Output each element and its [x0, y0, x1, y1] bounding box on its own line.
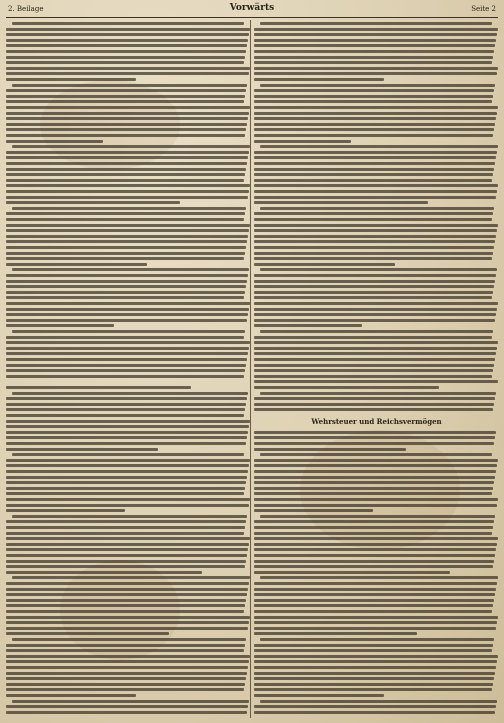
text-line	[254, 364, 494, 367]
text-line	[254, 487, 493, 490]
text-line	[6, 252, 245, 255]
text-line	[254, 252, 493, 255]
text-line	[6, 61, 244, 64]
text-line	[254, 67, 498, 70]
text-line	[254, 565, 493, 568]
text-line	[6, 408, 245, 411]
text-line	[254, 498, 498, 501]
text-line	[12, 576, 250, 579]
text-line	[254, 548, 496, 551]
text-line	[12, 638, 246, 641]
article-heading: Wehrsteuer und Reichsvermögen	[311, 417, 442, 426]
text-line	[6, 72, 249, 75]
text-line	[6, 711, 247, 714]
text-line	[254, 705, 496, 708]
text-line	[260, 515, 495, 518]
text-line	[254, 448, 406, 451]
text-line	[254, 588, 496, 591]
text-line	[6, 313, 248, 316]
text-lines-left	[6, 20, 251, 718]
text-line	[254, 347, 497, 350]
text-line	[254, 39, 496, 42]
text-line	[6, 498, 250, 501]
text-line	[254, 179, 492, 182]
text-line	[6, 610, 244, 613]
text-line	[254, 224, 498, 227]
text-line	[6, 375, 244, 378]
text-line	[6, 649, 244, 652]
text-line	[254, 151, 497, 154]
text-line	[12, 22, 244, 25]
text-line	[6, 229, 249, 232]
text-line	[6, 240, 247, 243]
text-line	[254, 196, 496, 199]
text-line	[254, 128, 494, 131]
text-line	[254, 560, 494, 563]
text-line	[6, 543, 249, 546]
text-line	[254, 683, 493, 686]
text-line	[12, 268, 249, 271]
text-line	[6, 470, 248, 473]
text-line	[254, 610, 492, 613]
text-line	[260, 638, 494, 641]
text-line	[6, 291, 245, 294]
text-line	[6, 532, 244, 535]
text-line	[254, 543, 497, 546]
newspaper-title: Vorwärts	[229, 3, 275, 13]
text-line	[6, 644, 245, 647]
text-line	[6, 565, 245, 568]
text-line	[6, 319, 247, 322]
text-line	[6, 660, 249, 663]
text-line	[12, 392, 248, 395]
text-line	[6, 537, 250, 540]
text-line	[6, 156, 248, 159]
text-line	[6, 593, 247, 596]
text-line	[6, 196, 248, 199]
text-line	[254, 324, 362, 327]
text-line	[254, 655, 498, 658]
text-line	[6, 683, 245, 686]
text-line	[6, 487, 245, 490]
text-line	[254, 509, 373, 512]
text-line	[6, 632, 169, 635]
text-line	[260, 207, 494, 210]
text-line	[254, 336, 492, 339]
text-line	[6, 694, 136, 697]
text-line	[6, 414, 244, 417]
text-line	[254, 408, 493, 411]
text-line	[260, 84, 495, 87]
text-line	[6, 604, 245, 607]
text-line	[6, 369, 245, 372]
text-line	[254, 302, 498, 305]
text-line	[254, 616, 498, 619]
text-line	[254, 672, 495, 675]
text-line	[254, 229, 497, 232]
text-line	[6, 627, 248, 630]
text-line	[254, 711, 495, 714]
text-line	[254, 117, 496, 120]
text-line	[6, 464, 249, 467]
text-line	[254, 599, 494, 602]
text-line	[6, 420, 250, 423]
text-line	[6, 235, 248, 238]
text-line	[254, 28, 498, 31]
text-line	[6, 448, 158, 451]
text-line	[6, 78, 136, 81]
text-line	[6, 548, 248, 551]
text-line	[6, 162, 247, 165]
text-line	[254, 526, 493, 529]
text-line	[254, 173, 493, 176]
text-line	[254, 33, 497, 36]
text-line	[6, 263, 147, 266]
text-line	[254, 156, 496, 159]
text-column-left	[6, 20, 251, 718]
text-line	[254, 140, 351, 143]
text-line	[6, 436, 247, 439]
text-line	[254, 106, 498, 109]
text-line	[254, 582, 497, 585]
text-line	[254, 403, 494, 406]
text-line	[6, 509, 125, 512]
text-line	[6, 688, 244, 691]
page-number: Seite 2	[471, 5, 496, 13]
text-column-right	[254, 20, 499, 718]
text-line	[6, 358, 247, 361]
text-line	[6, 459, 250, 462]
text-line	[6, 526, 245, 529]
text-line	[6, 95, 245, 98]
text-line	[254, 481, 494, 484]
text-line	[254, 319, 495, 322]
text-line	[254, 677, 494, 680]
text-line	[6, 67, 250, 70]
text-lines-right	[254, 20, 499, 718]
text-line	[6, 151, 249, 154]
text-line	[6, 173, 245, 176]
text-line	[6, 89, 246, 92]
text-line	[6, 224, 250, 227]
text-line	[260, 22, 492, 25]
text-line	[254, 168, 494, 171]
text-line	[254, 280, 495, 283]
text-line	[254, 476, 495, 479]
text-line	[6, 28, 250, 31]
page-header	[6, 3, 498, 17]
text-line	[6, 621, 249, 624]
text-line	[6, 336, 244, 339]
text-line	[6, 302, 250, 305]
text-line	[6, 212, 245, 215]
text-line	[254, 100, 492, 103]
text-line	[6, 364, 246, 367]
text-line	[254, 274, 496, 277]
text-line	[6, 100, 244, 103]
text-line	[6, 504, 249, 507]
text-line	[254, 72, 497, 75]
text-line	[254, 464, 497, 467]
text-line	[254, 240, 495, 243]
text-line	[254, 532, 492, 535]
text-line	[12, 330, 245, 333]
text-line	[6, 481, 246, 484]
text-line	[254, 61, 492, 64]
text-line	[6, 184, 250, 187]
text-line	[254, 89, 494, 92]
text-line	[260, 392, 496, 395]
text-line	[254, 235, 496, 238]
text-line	[260, 145, 498, 148]
text-line	[6, 280, 247, 283]
text-line	[254, 688, 492, 691]
text-line	[6, 274, 248, 277]
text-line	[254, 386, 439, 389]
text-line	[6, 397, 247, 400]
text-line	[12, 84, 247, 87]
text-line	[254, 644, 493, 647]
text-line	[254, 554, 495, 557]
text-line	[6, 588, 248, 591]
text-line	[254, 352, 496, 355]
text-line	[254, 660, 497, 663]
text-line	[254, 380, 498, 383]
text-line	[6, 431, 248, 434]
text-line	[254, 436, 495, 439]
text-line	[6, 56, 245, 59]
text-line	[6, 134, 245, 137]
text-line	[260, 330, 493, 333]
text-line	[12, 515, 247, 518]
text-line	[6, 33, 249, 36]
header-rule	[6, 17, 498, 18]
text-line	[260, 453, 492, 456]
text-line	[6, 257, 244, 260]
text-line	[254, 50, 494, 53]
text-line	[6, 218, 244, 221]
text-line	[254, 431, 496, 434]
text-line	[254, 184, 498, 187]
text-line	[6, 571, 202, 574]
text-line	[254, 308, 497, 311]
text-line	[254, 470, 496, 473]
text-line	[6, 168, 246, 171]
text-line	[254, 56, 493, 59]
text-line	[254, 593, 495, 596]
text-line	[6, 128, 246, 131]
text-line	[6, 655, 250, 658]
text-line	[260, 700, 497, 703]
text-line	[254, 520, 494, 523]
text-line	[254, 201, 428, 204]
text-line	[6, 179, 244, 182]
text-line	[254, 162, 495, 165]
text-line	[254, 358, 495, 361]
text-line	[6, 347, 249, 350]
text-line	[254, 44, 495, 47]
text-line	[6, 112, 249, 115]
text-line	[6, 616, 250, 619]
text-line	[6, 117, 248, 120]
text-line	[254, 212, 493, 215]
text-line	[6, 324, 114, 327]
text-line	[254, 649, 492, 652]
text-line	[12, 145, 250, 148]
text-line	[6, 201, 180, 204]
text-line	[254, 627, 496, 630]
text-line	[6, 520, 246, 523]
text-line	[254, 313, 496, 316]
text-line	[254, 537, 498, 540]
text-line	[12, 453, 244, 456]
text-line	[6, 296, 244, 299]
text-line	[6, 123, 247, 126]
text-line	[6, 341, 250, 344]
text-line	[254, 632, 417, 635]
text-line	[6, 140, 103, 143]
text-line	[6, 492, 244, 495]
text-line	[254, 190, 497, 193]
text-line	[254, 375, 492, 378]
text-line	[6, 705, 248, 708]
text-line	[6, 582, 249, 585]
text-line	[254, 666, 496, 669]
text-line	[254, 492, 492, 495]
text-line	[6, 386, 191, 389]
text-line	[254, 78, 384, 81]
text-line	[6, 246, 246, 249]
text-line	[6, 425, 249, 428]
text-line	[254, 263, 395, 266]
text-line	[6, 352, 248, 355]
text-line	[254, 341, 498, 344]
text-line	[6, 677, 246, 680]
text-line	[254, 123, 495, 126]
text-line	[260, 268, 497, 271]
supplement-label: 2. Beilage	[8, 5, 44, 13]
text-line	[6, 39, 248, 42]
text-line	[254, 369, 493, 372]
text-line	[254, 442, 494, 445]
text-line	[254, 604, 493, 607]
text-line	[6, 403, 246, 406]
text-line	[254, 95, 493, 98]
text-line	[6, 44, 247, 47]
text-line	[254, 112, 497, 115]
text-line	[254, 246, 494, 249]
text-line	[254, 397, 495, 400]
column-divider	[250, 20, 251, 718]
text-line	[6, 560, 246, 563]
text-line	[6, 285, 246, 288]
text-line	[6, 554, 247, 557]
text-line	[254, 296, 492, 299]
text-line	[254, 291, 493, 294]
text-line	[254, 459, 498, 462]
text-line	[12, 700, 249, 703]
text-line	[254, 285, 494, 288]
text-line	[6, 599, 246, 602]
text-line	[254, 257, 492, 260]
text-line	[254, 621, 497, 624]
text-line	[6, 308, 249, 311]
text-line	[12, 207, 246, 210]
text-line	[254, 571, 450, 574]
text-line	[260, 576, 498, 579]
text-line	[254, 504, 497, 507]
text-line	[6, 476, 247, 479]
text-line	[254, 218, 492, 221]
text-line	[6, 190, 249, 193]
text-line	[254, 694, 384, 697]
text-line	[6, 672, 247, 675]
text-line	[254, 134, 493, 137]
text-line	[6, 666, 248, 669]
text-line	[6, 442, 246, 445]
text-line	[6, 106, 250, 109]
text-line	[6, 50, 246, 53]
